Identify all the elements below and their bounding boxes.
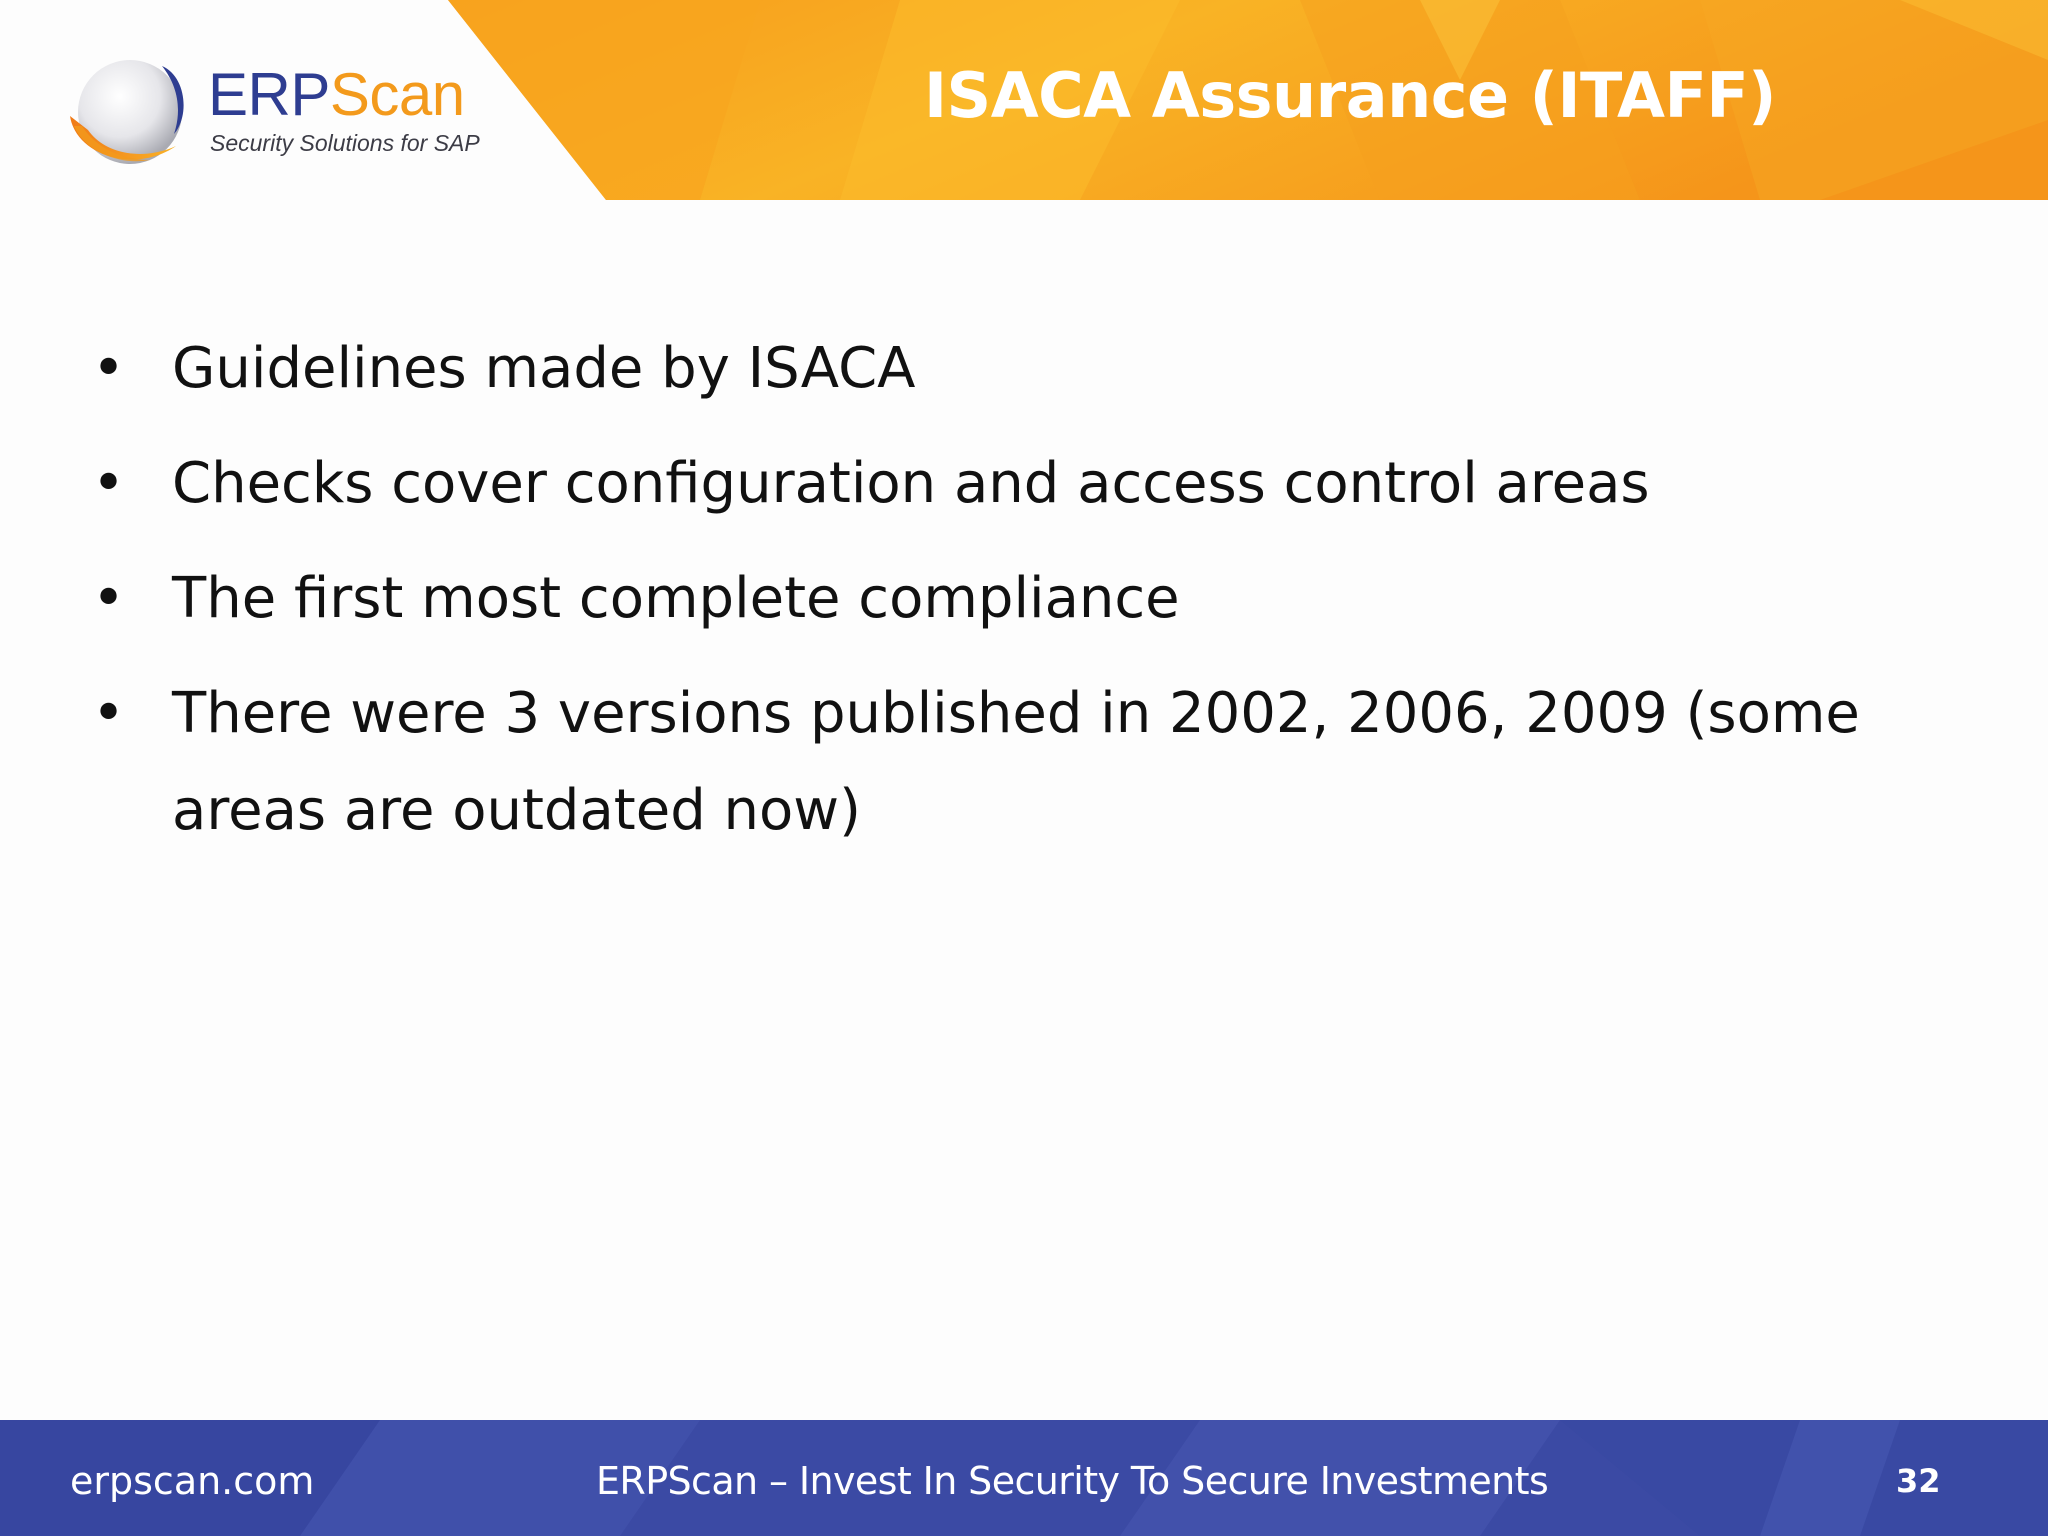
logo-wordmark: [208, 62, 480, 128]
bullet-item: [92, 665, 1892, 859]
page-number: 32: [1896, 1462, 1941, 1500]
logo-tagline: Security Solutions for SAP: [210, 130, 480, 156]
erpscan-logo-icon: [66, 56, 206, 176]
slide-title: ISACA Assurance (ITAFF): [923, 59, 1777, 132]
bullet-marker: •: [92, 566, 126, 631]
bullet-item: [92, 550, 1892, 647]
logo-name-erp: ERP: [208, 61, 330, 128]
bullet-text: There were 3 versions published in 2002, 2006, 2009 (some areas are outdated now): [172, 681, 1860, 843]
logo-name-scan: Scan: [329, 61, 465, 128]
bullet-text: The first most complete compliance: [172, 566, 1180, 631]
bullet-marker: •: [92, 336, 126, 401]
bullet-item: [92, 320, 1892, 417]
logo-text[interactable]: [208, 62, 480, 157]
footer-website-link[interactable]: erpscan.com: [70, 1459, 315, 1503]
bullet-list: [92, 320, 1892, 877]
bullet-text: Guidelines made by ISACA: [172, 336, 916, 401]
bullet-item: [92, 435, 1892, 532]
bullet-marker: •: [92, 451, 126, 516]
bullet-text: Checks cover configuration and access control areas: [172, 451, 1650, 516]
footer-slogan: ERPScan – Invest In Security To Secure Investments: [596, 1459, 1549, 1503]
bullet-marker: •: [92, 681, 126, 746]
